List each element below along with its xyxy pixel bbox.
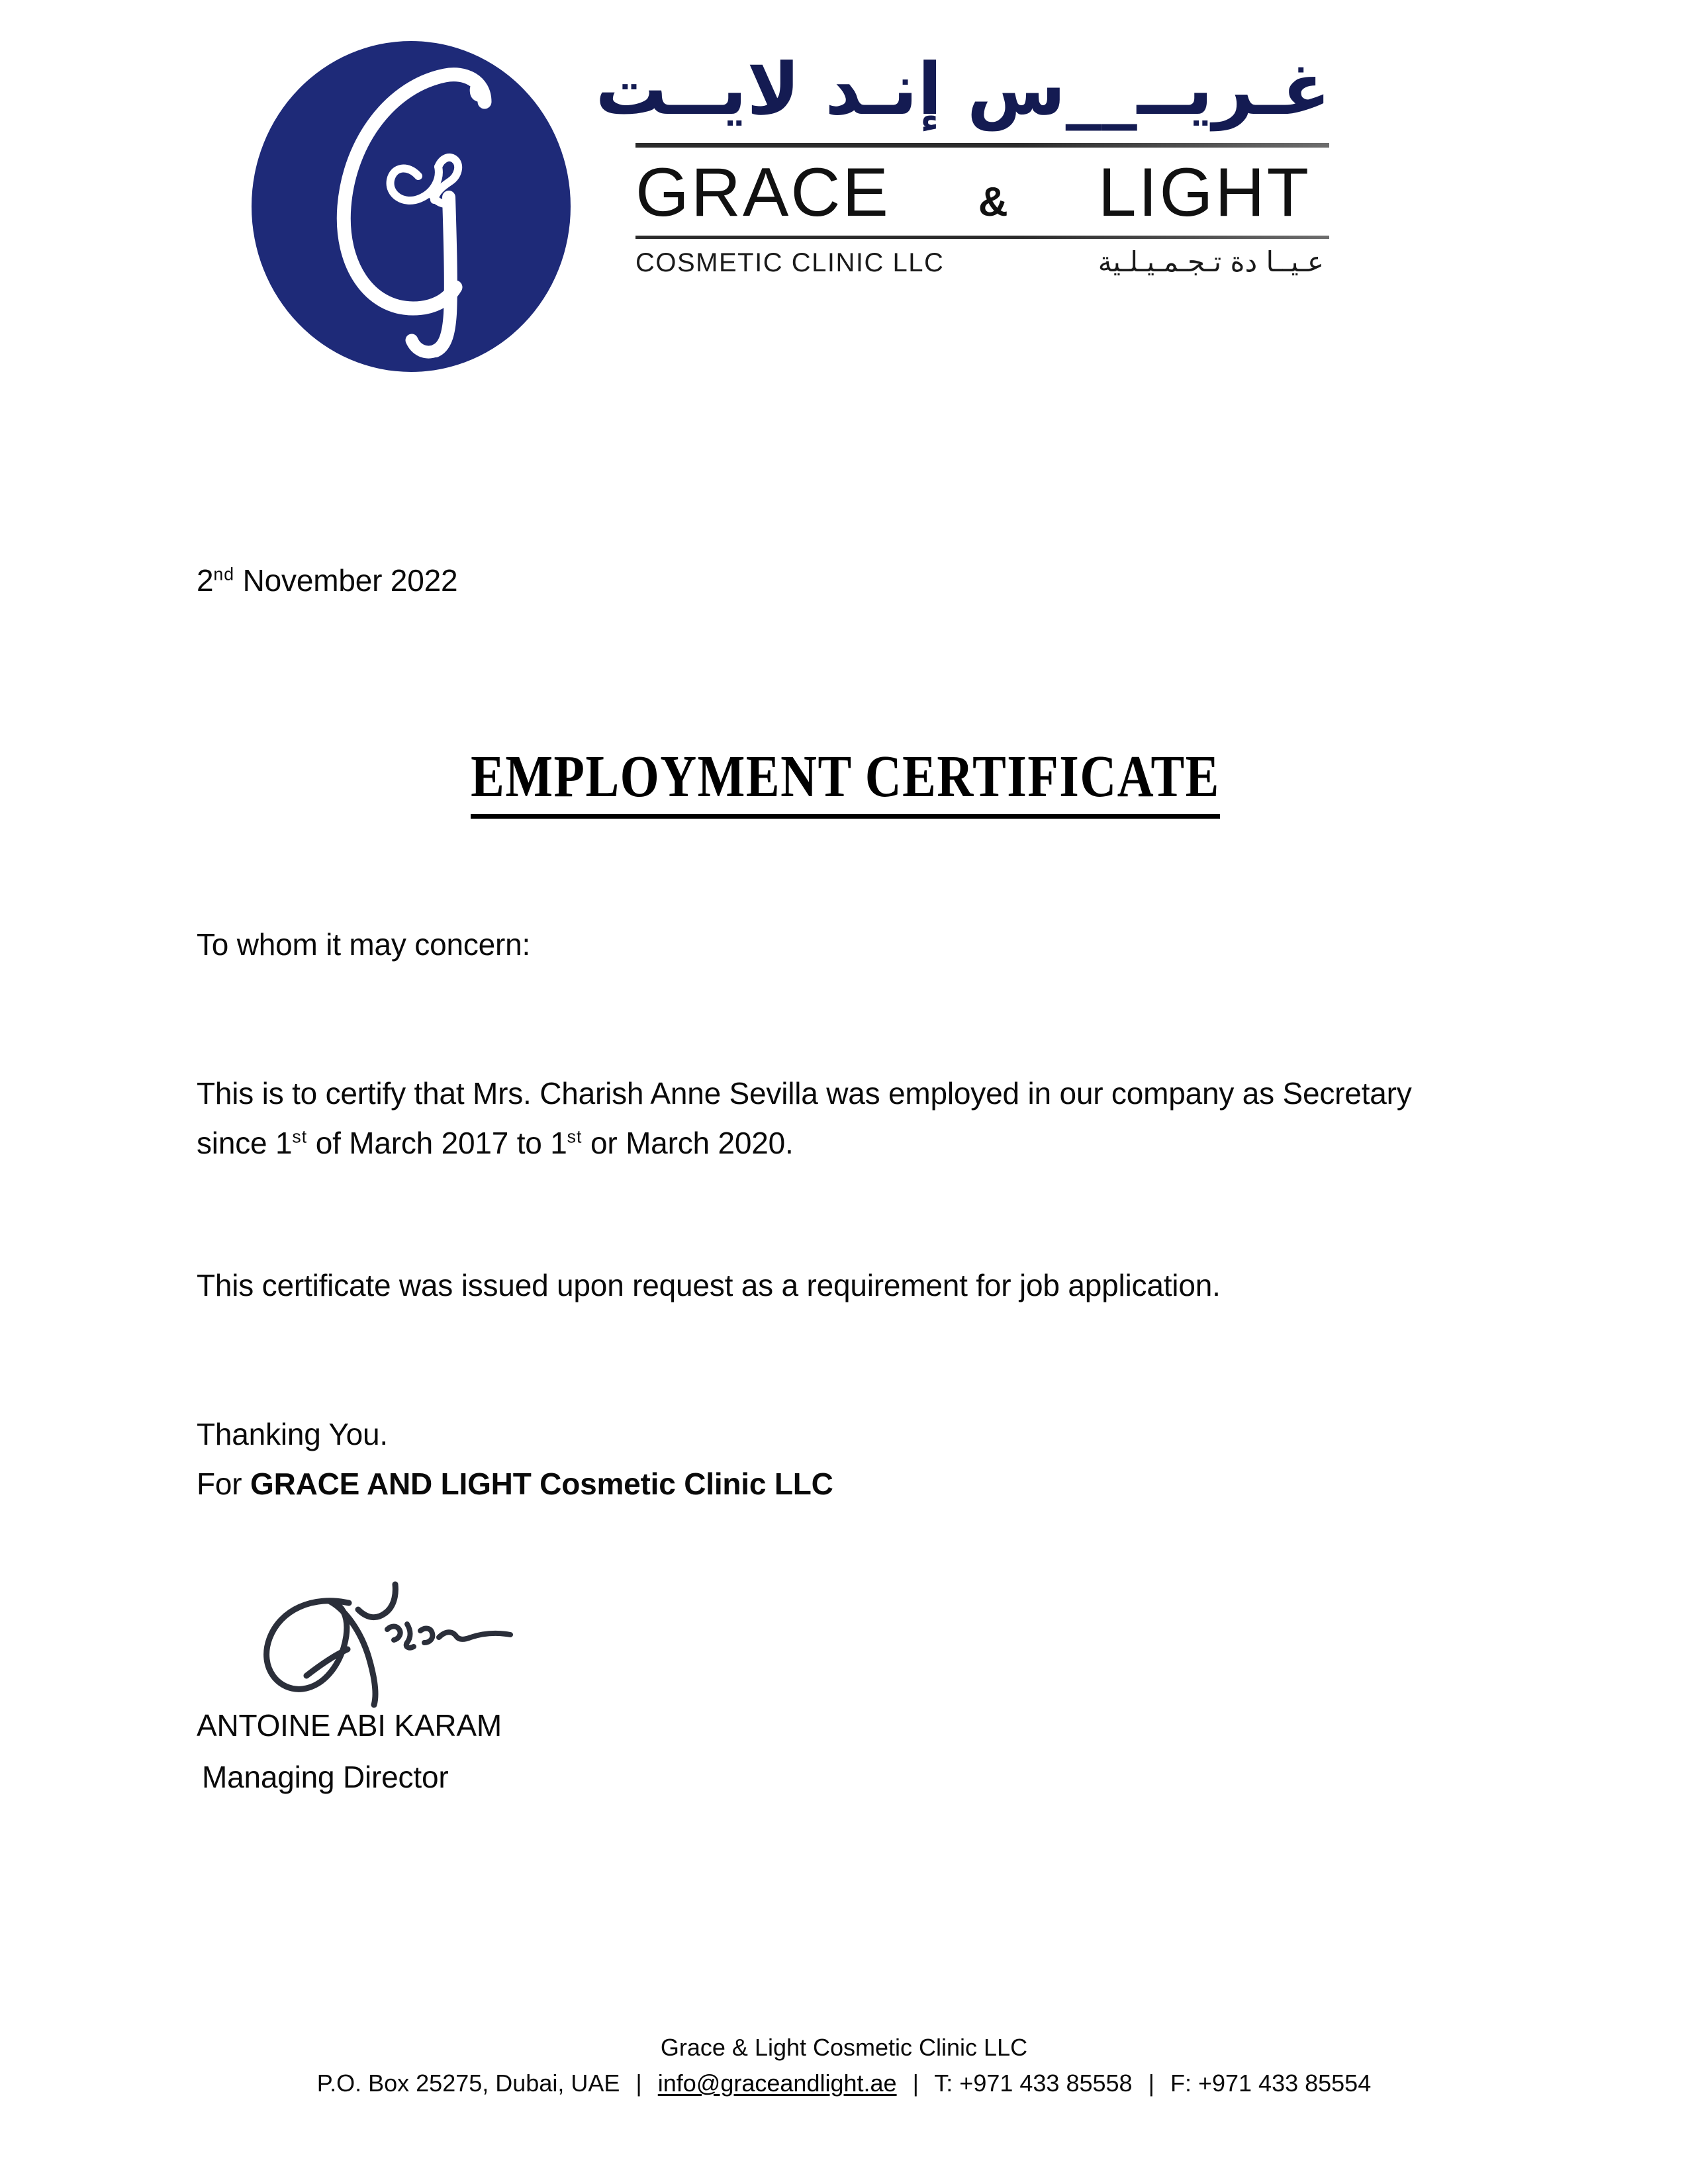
logo-latin-light: LIGHT (1098, 154, 1311, 231)
page-title-text: EMPLOYMENT CERTIFICATE (471, 743, 1220, 819)
company-logo (252, 41, 571, 372)
certification-text-c: or March 2020. (582, 1125, 794, 1160)
footer-company-name: Grace & Light Cosmetic Clinic LLC (660, 2034, 1028, 2062)
closing-company-line (197, 1459, 833, 1509)
logo-latin-grace: GRACE (635, 154, 890, 231)
certification-text-b: of March 2017 to 1 (307, 1125, 567, 1160)
logo-divider-top (635, 143, 1329, 148)
footer-separator-2: | (912, 2069, 919, 2097)
start-date-ordinal: st (292, 1126, 308, 1147)
logo-subtitle-row (635, 246, 1324, 278)
footer-separator-1: | (635, 2069, 642, 2097)
end-date-ordinal: st (567, 1126, 583, 1147)
signatory-name: ANTOINE ABI KARAM (197, 1708, 502, 1743)
footer-email-link[interactable]: info@graceandlight.ae (657, 2069, 897, 2097)
date-day: 2 (197, 563, 214, 598)
logo-subtitle-english: COSMETIC CLINIC LLC (635, 248, 945, 278)
footer-separator-3: | (1148, 2069, 1154, 2097)
logo-wordmark (595, 48, 1331, 279)
page-title (197, 743, 1494, 819)
date-month-year: November 2022 (234, 563, 458, 598)
date-ordinal-suffix: nd (213, 564, 235, 584)
footer-contact-line (0, 2066, 1688, 2101)
letterhead (0, 34, 1688, 379)
closing-for-label: For (197, 1466, 250, 1501)
certification-paragraph (197, 1069, 1444, 1167)
closing-company-name: GRACE AND LIGHT Cosmetic Clinic LLC (250, 1466, 833, 1501)
closing-thanks: Thanking You. (197, 1417, 388, 1451)
document-date (197, 556, 457, 606)
salutation: To whom it may concern: (197, 927, 531, 962)
logo-ampersand: & (978, 179, 1010, 225)
issuance-paragraph: This certificate was issued upon request as a requirement for job application. (197, 1268, 1221, 1302)
footer-phone: T: +971 433 85558 (934, 2069, 1133, 2097)
page-footer (0, 2030, 1688, 2101)
certification-text-a: This is to certify that Mrs. Charish Anne Sevilla was employed in our company as Secretary since 1 (197, 1076, 1412, 1160)
logo-divider-bottom (635, 236, 1329, 239)
grace-and-light-monogram-g-icon (252, 41, 571, 372)
footer-po-box: P.O. Box 25275, Dubai, UAE (316, 2069, 620, 2097)
closing-block (197, 1410, 833, 1508)
logo-subtitle-arabic: عـيــا دة تـجـمـيـلـية (1098, 246, 1324, 279)
signatory-title: Managing Director (202, 1760, 449, 1794)
logo-latin-name (635, 154, 1311, 231)
footer-fax: F: +971 433 85554 (1170, 2069, 1372, 2097)
logo-arabic-name: غـريــ__س إنـد لايــت (595, 48, 1331, 131)
